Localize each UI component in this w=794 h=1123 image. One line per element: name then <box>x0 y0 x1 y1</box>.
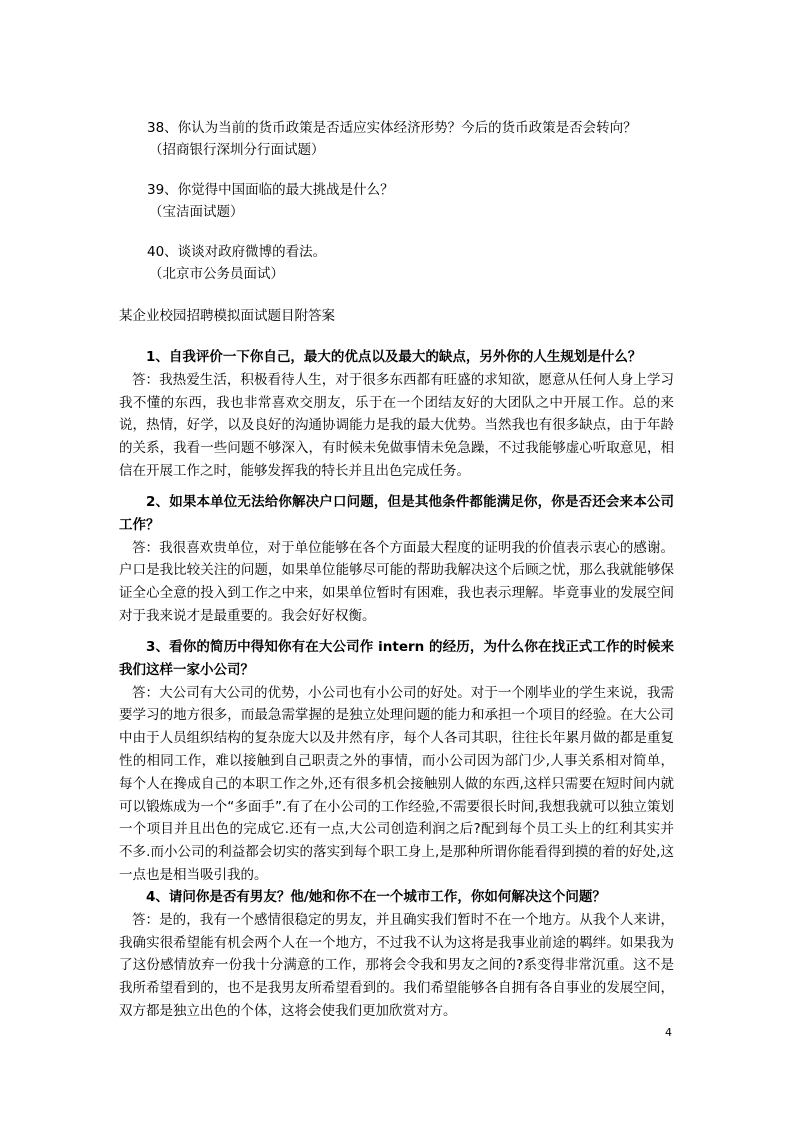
answer-text: 我热爱生活，积极看待人生，对于很多东西都有旺盛的求知欲，愿意从任何人身上学习我不懂的东西，我也非常喜欢交朋友，乐于在一个团结友好的大团队之中开展工作。总的来说，热情，好学，以及良好的沟通协调能力是我的最大优势。当然我也有很多缺点，由于年龄的关系，我看一些问题不够深入，有时候未免做事情未免急躁，不过我能够虚心听取意见，相信在开展工作之时，能够发挥我的特长并且出色完成任务。 <box>119 371 675 479</box>
qa-block-3 <box>119 636 674 887</box>
qa-answer <box>119 909 674 1023</box>
answer-prefix: 答： <box>132 911 160 928</box>
answer-text: 大公司有大公司的优势，小公司也有小公司的好处。对于一个刚毕业的学生来说，我需要学习的地方很多，而最急需掌握的是独立处理问题的能力和承担一个项目的经验。在大公司中由于人员组织结构的复杂庞大以及井然有序，每个人各司其职，往往长年累月做的都是重复性的相同工作，难以接触到自己职责之外的事情，而小公司因为部门少,人事关系相对简单，每个人在搀成自己的本职工作之外,还有很多机会接触别人做的东西,这样只需要在短时间内就可以锻炼成为一个“多面手”.有了在小公司的工作经验,不需要很长时间,我想我就可以独立策划一个项目并且出色的完成它.还有一点,大公司创造利润之后?配到每个员工头上的红利其实并不多.而小公司的利益都会切实的落实到每个职工身上,是那种所谓你能看得到摸的着的好处,这一点也是相当吸引我的。 <box>119 684 675 883</box>
qa-block-2 <box>119 491 674 628</box>
question-text: 40、谈谈对政府微博的看法。 <box>147 244 327 260</box>
qa-answer <box>119 537 674 628</box>
qa-block-4 <box>119 886 674 1023</box>
question-source: （北京市公务员面试） <box>149 266 284 282</box>
question-source: （宝洁面试题） <box>149 204 244 220</box>
answer-prefix: 答： <box>132 684 160 701</box>
qa-question: 3、看你的简历中得知你有在大公司作 intern 的经历，为什么你在找正式工作的时候来我们这样一家小公司？ <box>119 639 674 678</box>
page-number: 4 <box>665 1026 672 1039</box>
question-text: 38、你认为当前的货币政策是否适应实体经济形势？今后的货币政策是否会转向？ <box>147 120 637 136</box>
answer-text: 是的，我有一个感情很稳定的男友，并且确实我们暂时不在一个地方。从我个人来讲，我确实很希望能有机会两个人在一个地方，不过我不认为这将是我事业前途的羁绊。如果我为了这份感情放弃一份我十分满意的工作，那将会令我和男友之间的?系变得非常沉重。这不是我所希望看到的，也不是我男友所希望看到的。我们希望能够各自拥有各自事业的发展空间，双方都是独立出色的个体，这将会使我们更加欣赏对方。 <box>119 911 675 1019</box>
qa-question: 1、自我评价一下你自己，最大的优点以及最大的缺点，另外你的人生规划是什么？ <box>146 349 642 365</box>
qa-question: 2、如果本单位无法给你解决户口问题，但是其他条件都能满足你，你是否还会来本公司工作？ <box>119 494 674 533</box>
answer-prefix: 答： <box>132 371 160 388</box>
qa-block-1 <box>119 346 674 483</box>
question-item-40 <box>147 241 707 285</box>
qa-answer <box>119 369 674 483</box>
question-item-39 <box>147 179 707 223</box>
question-text: 39、你觉得中国面临的最大挑战是什么？ <box>147 182 394 198</box>
qa-answer <box>119 682 674 887</box>
qa-question: 4、请问你是否有男友？他/她和你不在一个城市工作，你如何解决这个问题？ <box>146 889 606 905</box>
answer-text: 我很喜欢贵单位，对于单位能够在各个方面最大程度的证明我的价值表示衷心的感谢。户口是我比较关注的问题，如果单位能够尽可能的帮助我解决这个后顾之忧，那么我就能够保证全心全意的投入到工作之中来，如果单位暂时有困难，我也表示理解。毕竟事业的发展空间对于我来说才是最重要的。我会好好权衡。 <box>119 539 675 624</box>
question-item-38 <box>147 117 707 161</box>
question-source: （招商银行深圳分行面试题） <box>149 142 325 158</box>
answer-prefix: 答： <box>132 539 160 556</box>
section-title: 某企业校园招聘模拟面试题目附答案 <box>119 308 335 324</box>
